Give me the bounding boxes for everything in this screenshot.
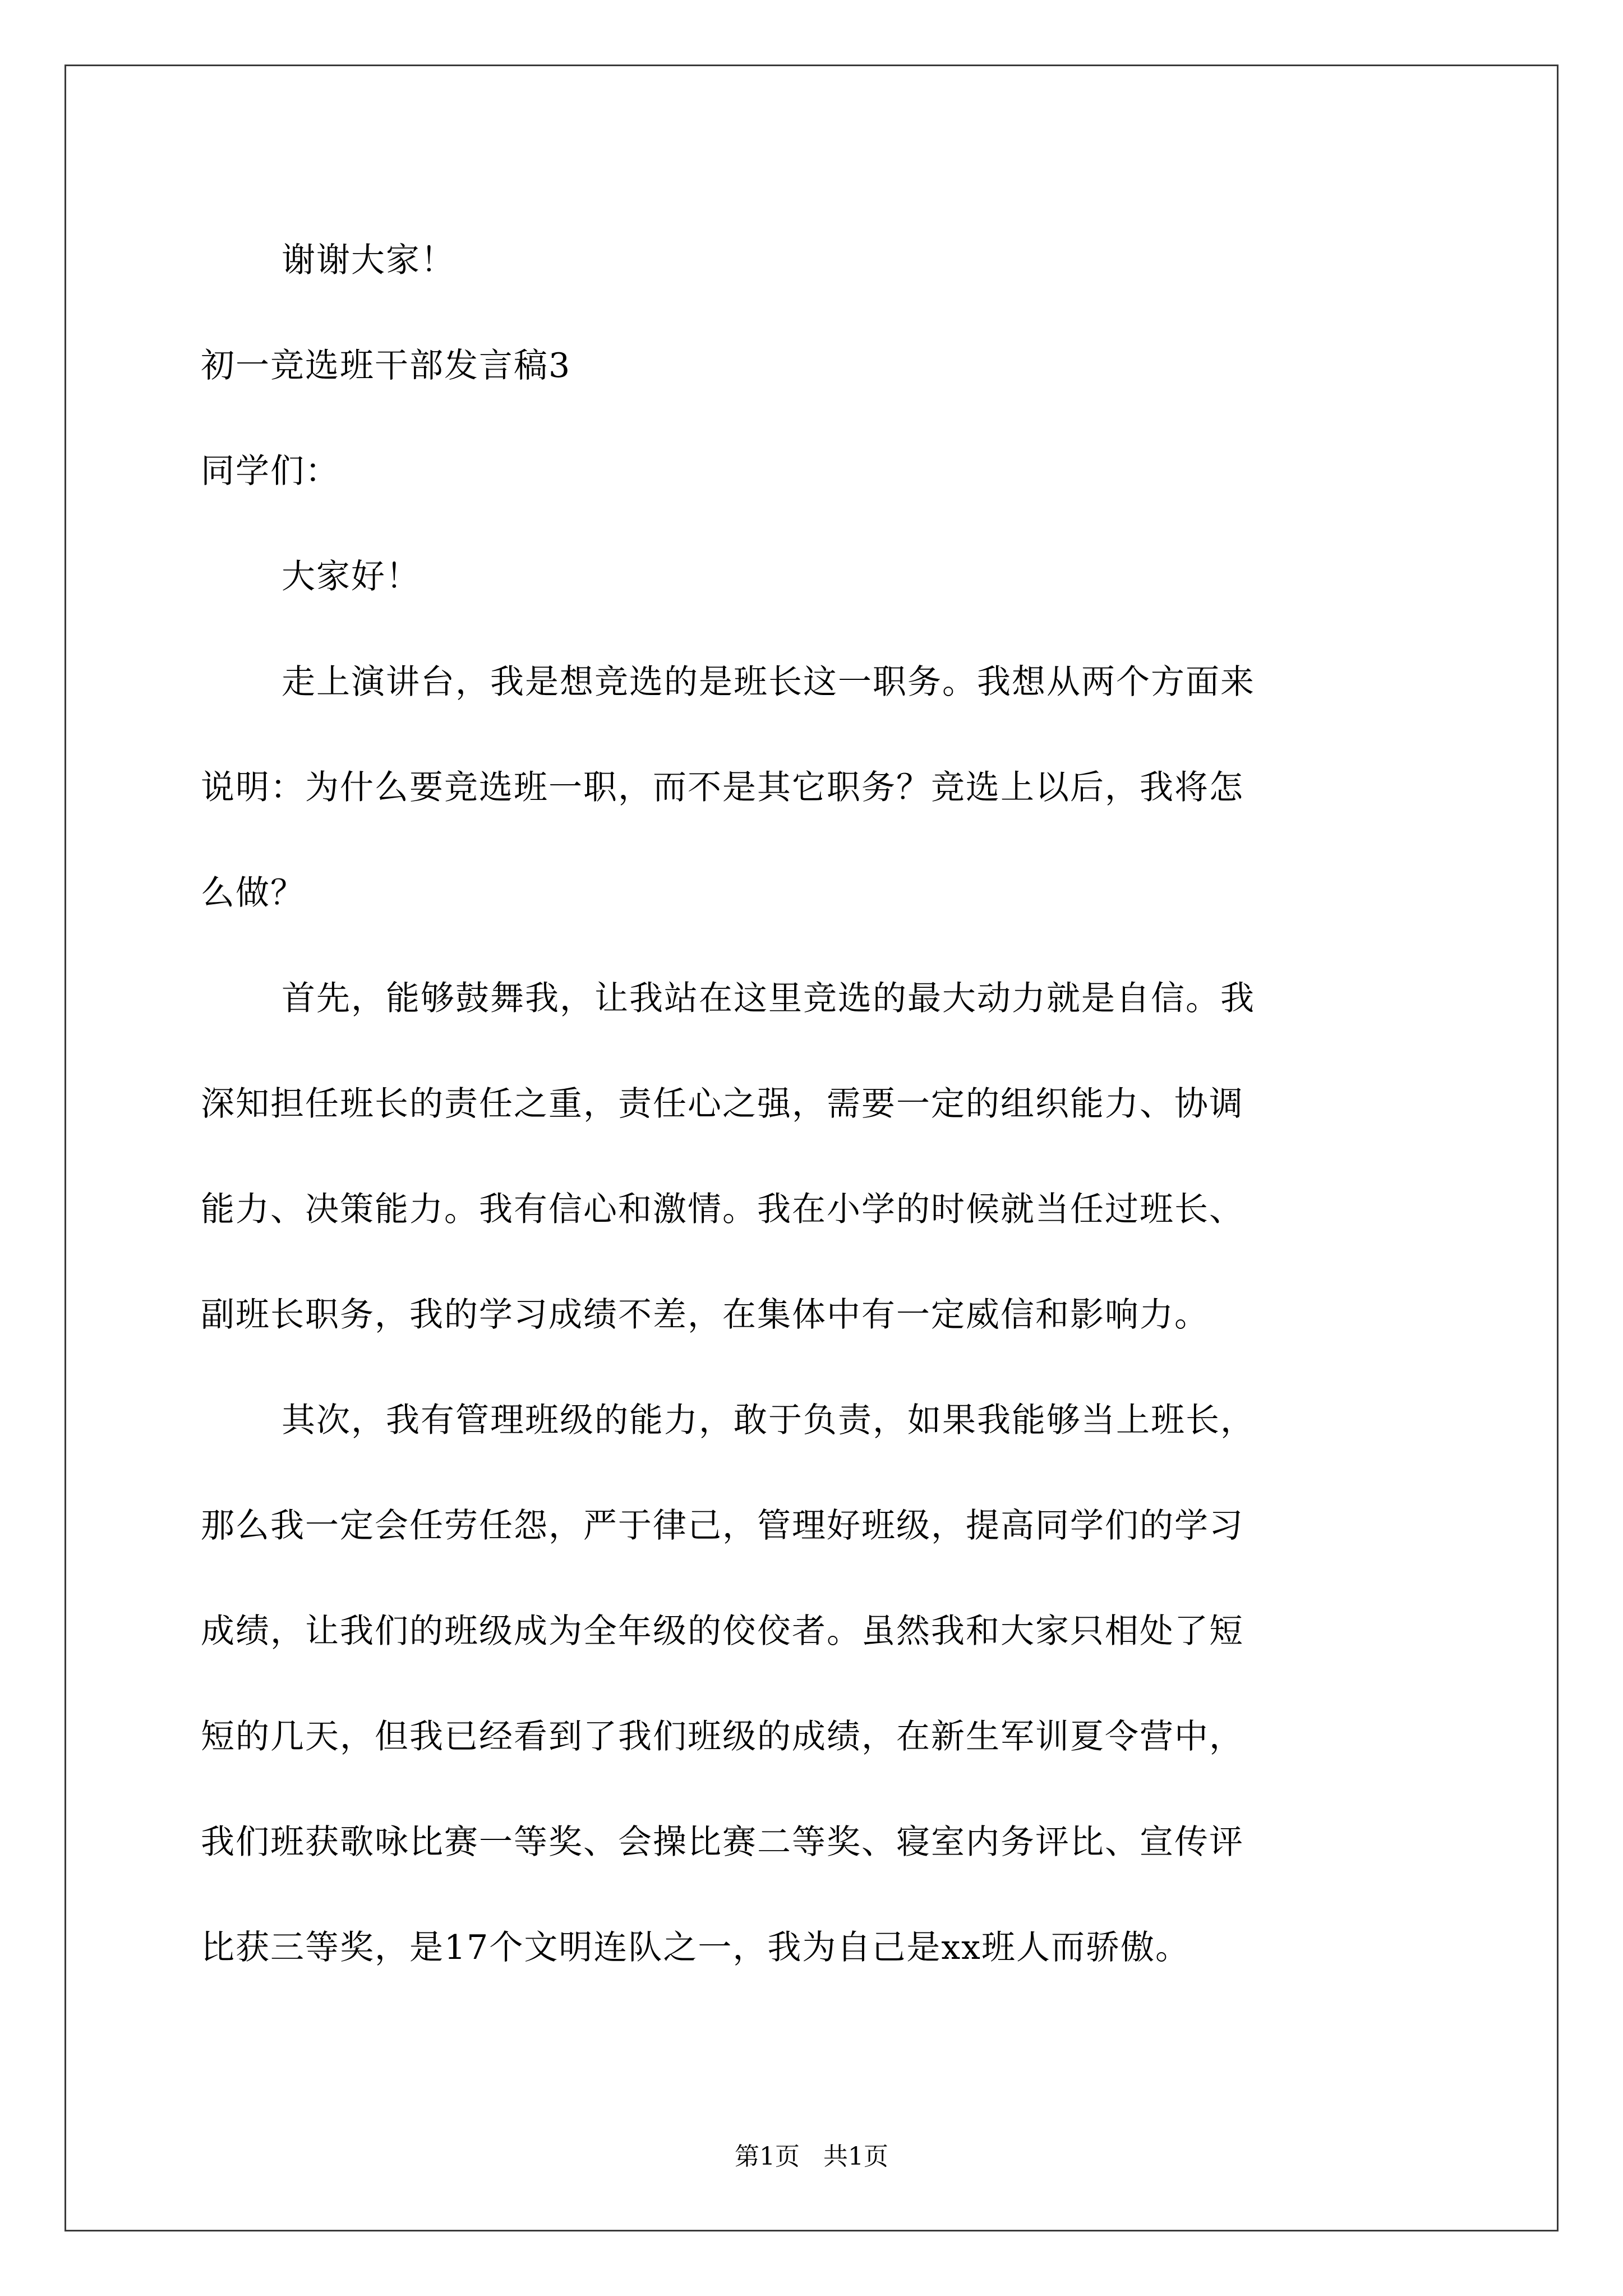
- text-line: 那么我一定会任劳任怨，严于律己，管理好班级，提高同学们的学习: [201, 1506, 1244, 1545]
- text-line: 深知担任班长的责任之重，责任心之强，需要一定的组织能力、协调: [201, 1084, 1244, 1124]
- text-line: 走上演讲台，我是想竞选的是班长这一职务。我想从两个方面来: [282, 662, 1255, 702]
- page-number-footer: 第1页 共1页: [735, 2142, 888, 2171]
- text-line: 谢谢大家！: [282, 241, 455, 280]
- text-line: 短的几天，但我已经看到了我们班级的成绩，在新生军训夏令营中，: [201, 1717, 1244, 1756]
- text-line: 比获三等奖，是17个文明连队之一，我为自己是xx班人而骄傲。: [201, 1928, 1191, 1967]
- text-line: 说明：为什么要竞选班一职，而不是其它职务？竞选上以后，我将怎: [201, 768, 1244, 807]
- text-line: 副班长职务，我的学习成绩不差，在集体中有一定威信和影响力。: [201, 1295, 1209, 1335]
- text-line: 首先，能够鼓舞我，让我站在这里竞选的最大动力就是自信。我: [282, 979, 1255, 1018]
- text-line: 其次，我有管理班级的能力，敢于负责，如果我能够当上班长，: [282, 1401, 1255, 1440]
- document-body: [201, 208, 1426, 2000]
- text-line: 我们班获歌咏比赛一等奖、会操比赛二等奖、寝室内务评比、宣传评: [201, 1823, 1244, 1862]
- text-line: 能力、决策能力。我有信心和激情。我在小学的时候就当任过班长、: [201, 1190, 1244, 1229]
- salutation: 同学们：: [201, 452, 340, 491]
- text-line: 成绩，让我们的班级成为全年级的佼佼者。虽然我和大家只相处了短: [201, 1612, 1244, 1651]
- section-title: 初一竞选班干部发言稿3: [201, 346, 571, 385]
- greeting: 大家好！: [282, 557, 421, 596]
- text-line: 么做？: [201, 873, 305, 913]
